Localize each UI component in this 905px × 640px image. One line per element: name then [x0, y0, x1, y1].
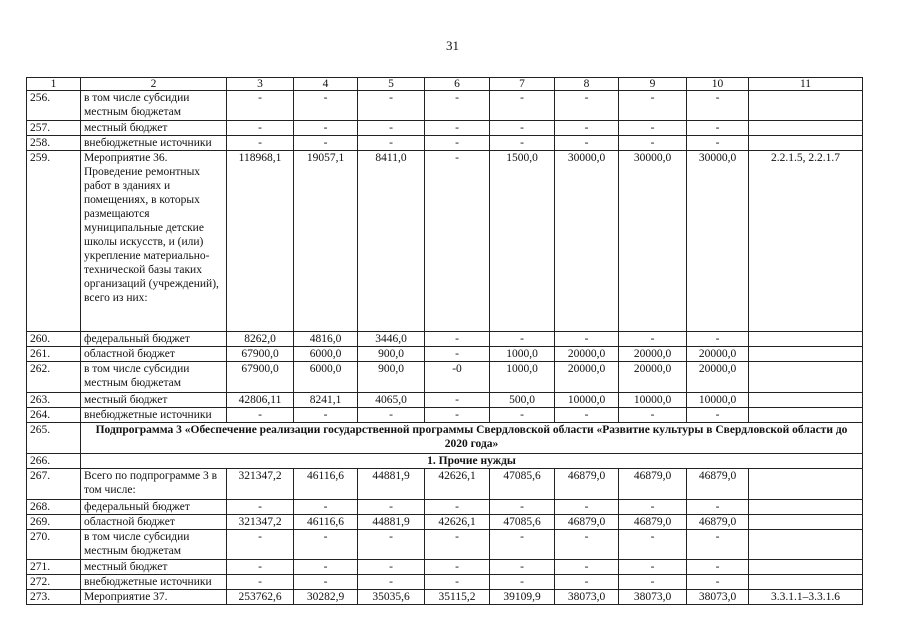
target-ref-cell: [749, 469, 863, 500]
value-cell: 4065,0: [358, 393, 425, 408]
value-cell: 10000,0: [687, 393, 749, 408]
row-number: 256.: [27, 91, 81, 121]
value-cell: -: [555, 136, 619, 151]
row-label: в том числе субсидии местным бюджетам: [81, 530, 227, 560]
value-cell: 47085,6: [490, 469, 555, 500]
target-ref-cell: [749, 575, 863, 590]
value-cell: 20000,0: [687, 362, 749, 393]
value-cell: -: [358, 121, 425, 136]
target-ref-cell: 3.3.1.1–3.3.1.6: [749, 590, 863, 605]
header-cell: 2: [81, 78, 227, 91]
value-cell: 42626,1: [425, 515, 490, 530]
row-label: Мероприятие 36. Проведение ремонтных работ в зданиях и помещениях, в которых размещаются муниципальные детские школы искусств, и (или) укрепление материально-технической базы таких организаций (учреждений), всего из них:: [81, 151, 227, 332]
value-cell: -: [490, 500, 555, 515]
value-cell: 44881,9: [358, 515, 425, 530]
value-cell: 46879,0: [619, 469, 687, 500]
target-ref-cell: [749, 136, 863, 151]
row-number: 262.: [27, 362, 81, 393]
value-cell: -: [490, 332, 555, 347]
value-cell: -: [227, 500, 294, 515]
header-cell: 9: [619, 78, 687, 91]
row-number: 264.: [27, 408, 81, 423]
value-cell: -: [294, 530, 358, 560]
target-ref-cell: [749, 347, 863, 362]
row-number: 261.: [27, 347, 81, 362]
value-cell: -: [227, 121, 294, 136]
value-cell: -: [687, 530, 749, 560]
value-cell: -: [687, 91, 749, 121]
row-label: внебюджетные источники: [81, 575, 227, 590]
value-cell: -: [358, 575, 425, 590]
value-cell: -: [555, 500, 619, 515]
header-cell: 5: [358, 78, 425, 91]
header-cell: 4: [294, 78, 358, 91]
value-cell: -: [425, 408, 490, 423]
value-cell: -: [490, 121, 555, 136]
value-cell: -: [294, 500, 358, 515]
value-cell: 10000,0: [619, 393, 687, 408]
row-number: 272.: [27, 575, 81, 590]
table-row: [27, 136, 863, 151]
row-number: 263.: [27, 393, 81, 408]
table-row: [27, 362, 863, 393]
value-cell: -: [687, 121, 749, 136]
value-cell: -: [425, 91, 490, 121]
header-cell: 6: [425, 78, 490, 91]
value-cell: -: [555, 408, 619, 423]
value-cell: -: [425, 560, 490, 575]
value-cell: -: [687, 575, 749, 590]
row-number: 260.: [27, 332, 81, 347]
value-cell: 20000,0: [619, 362, 687, 393]
row-label: Всего по подпрограмме 3 в том числе:: [81, 469, 227, 500]
value-cell: -: [687, 136, 749, 151]
value-cell: 42626,1: [425, 469, 490, 500]
target-ref-cell: [749, 121, 863, 136]
value-cell: 118968,1: [227, 151, 294, 332]
value-cell: 500,0: [490, 393, 555, 408]
table-row: [27, 408, 863, 423]
row-number: 267.: [27, 469, 81, 500]
value-cell: 321347,2: [227, 469, 294, 500]
row-label: местный бюджет: [81, 121, 227, 136]
value-cell: -: [227, 560, 294, 575]
row-label: федеральный бюджет: [81, 500, 227, 515]
row-number: 269.: [27, 515, 81, 530]
section-title: Подпрограмма 3 «Обеспечение реализации государственной программы Свердловской области «Развитие культуры в Свердловской области до 2020 года»: [81, 423, 863, 454]
value-cell: -: [358, 408, 425, 423]
target-ref-cell: [749, 91, 863, 121]
value-cell: 42806,11: [227, 393, 294, 408]
value-cell: -: [619, 408, 687, 423]
value-cell: -: [490, 136, 555, 151]
budget-table: [26, 77, 863, 605]
row-label: федеральный бюджет: [81, 332, 227, 347]
table-row: [27, 560, 863, 575]
header-cell: 10: [687, 78, 749, 91]
value-cell: -: [619, 332, 687, 347]
target-ref-cell: [749, 515, 863, 530]
value-cell: 6000,0: [294, 362, 358, 393]
table-row: [27, 332, 863, 347]
value-cell: 6000,0: [294, 347, 358, 362]
value-cell: -: [227, 136, 294, 151]
table-row: [27, 469, 863, 500]
header-cell: 8: [555, 78, 619, 91]
value-cell: 8411,0: [358, 151, 425, 332]
value-cell: -: [358, 530, 425, 560]
value-cell: -: [425, 393, 490, 408]
row-number: 266.: [27, 454, 81, 469]
table-row: [27, 530, 863, 560]
value-cell: 46879,0: [687, 469, 749, 500]
value-cell: -: [294, 408, 358, 423]
value-cell: -0: [425, 362, 490, 393]
value-cell: -: [619, 500, 687, 515]
value-cell: -: [619, 136, 687, 151]
table-row: [27, 393, 863, 408]
table-row: [27, 151, 863, 332]
table-row: [27, 575, 863, 590]
header-cell: 7: [490, 78, 555, 91]
header-cell: 1: [27, 78, 81, 91]
row-number: 257.: [27, 121, 81, 136]
value-cell: -: [687, 500, 749, 515]
value-cell: 35115,2: [425, 590, 490, 605]
value-cell: 1000,0: [490, 362, 555, 393]
value-cell: 30000,0: [687, 151, 749, 332]
value-cell: 20000,0: [619, 347, 687, 362]
value-cell: 39109,9: [490, 590, 555, 605]
value-cell: -: [425, 530, 490, 560]
value-cell: -: [555, 332, 619, 347]
value-cell: -: [358, 560, 425, 575]
target-ref-cell: [749, 408, 863, 423]
value-cell: 46879,0: [687, 515, 749, 530]
row-number: 268.: [27, 500, 81, 515]
value-cell: -: [687, 332, 749, 347]
row-label: местный бюджет: [81, 393, 227, 408]
value-cell: -: [425, 347, 490, 362]
table-row: [27, 590, 863, 605]
value-cell: -: [490, 408, 555, 423]
value-cell: 8262,0: [227, 332, 294, 347]
value-cell: -: [687, 560, 749, 575]
value-cell: 30000,0: [555, 151, 619, 332]
value-cell: 30282,9: [294, 590, 358, 605]
value-cell: 38073,0: [687, 590, 749, 605]
row-label: областной бюджет: [81, 347, 227, 362]
value-cell: -: [294, 136, 358, 151]
value-cell: 3446,0: [358, 332, 425, 347]
row-label: областной бюджет: [81, 515, 227, 530]
value-cell: 67900,0: [227, 347, 294, 362]
value-cell: 46879,0: [555, 515, 619, 530]
target-ref-cell: 2.2.1.5, 2.2.1.7: [749, 151, 863, 332]
value-cell: 900,0: [358, 347, 425, 362]
value-cell: -: [490, 91, 555, 121]
value-cell: 20000,0: [555, 347, 619, 362]
value-cell: -: [555, 91, 619, 121]
header-cell: 11: [749, 78, 863, 91]
value-cell: 900,0: [358, 362, 425, 393]
value-cell: -: [555, 560, 619, 575]
value-cell: -: [619, 575, 687, 590]
table-header-row: [27, 78, 863, 91]
row-label: в том числе субсидии местным бюджетам: [81, 91, 227, 121]
value-cell: 38073,0: [619, 590, 687, 605]
table-row: [27, 91, 863, 121]
value-cell: -: [619, 530, 687, 560]
row-number: 271.: [27, 560, 81, 575]
value-cell: -: [227, 408, 294, 423]
value-cell: -: [425, 575, 490, 590]
value-cell: -: [358, 91, 425, 121]
target-ref-cell: [749, 500, 863, 515]
row-label: в том числе субсидии местным бюджетам: [81, 362, 227, 393]
value-cell: -: [425, 121, 490, 136]
value-cell: -: [490, 530, 555, 560]
value-cell: -: [294, 575, 358, 590]
value-cell: -: [227, 530, 294, 560]
value-cell: -: [294, 560, 358, 575]
table-row: [27, 500, 863, 515]
value-cell: -: [687, 408, 749, 423]
row-label: внебюджетные источники: [81, 408, 227, 423]
table-row: [27, 347, 863, 362]
target-ref-cell: [749, 560, 863, 575]
value-cell: 47085,6: [490, 515, 555, 530]
value-cell: -: [425, 136, 490, 151]
value-cell: -: [425, 151, 490, 332]
target-ref-cell: [749, 362, 863, 393]
value-cell: 46879,0: [555, 469, 619, 500]
value-cell: 4816,0: [294, 332, 358, 347]
value-cell: -: [490, 575, 555, 590]
value-cell: -: [294, 121, 358, 136]
value-cell: 46116,6: [294, 515, 358, 530]
value-cell: 1000,0: [490, 347, 555, 362]
page-number: 31: [446, 38, 459, 53]
value-cell: 10000,0: [555, 393, 619, 408]
section-row: [27, 423, 863, 454]
value-cell: -: [555, 530, 619, 560]
value-cell: -: [358, 136, 425, 151]
value-cell: -: [358, 500, 425, 515]
value-cell: 20000,0: [555, 362, 619, 393]
value-cell: -: [227, 91, 294, 121]
value-cell: 20000,0: [687, 347, 749, 362]
value-cell: 38073,0: [555, 590, 619, 605]
row-label: местный бюджет: [81, 560, 227, 575]
value-cell: 19057,1: [294, 151, 358, 332]
target-ref-cell: [749, 393, 863, 408]
value-cell: -: [294, 91, 358, 121]
value-cell: -: [227, 575, 294, 590]
header-cell: 3: [227, 78, 294, 91]
value-cell: -: [555, 121, 619, 136]
row-number: 259.: [27, 151, 81, 332]
value-cell: 1500,0: [490, 151, 555, 332]
value-cell: -: [425, 500, 490, 515]
row-label: внебюджетные источники: [81, 136, 227, 151]
value-cell: 35035,6: [358, 590, 425, 605]
value-cell: 253762,6: [227, 590, 294, 605]
value-cell: 44881,9: [358, 469, 425, 500]
row-number: 270.: [27, 530, 81, 560]
target-ref-cell: [749, 530, 863, 560]
value-cell: 46116,6: [294, 469, 358, 500]
value-cell: -: [619, 121, 687, 136]
value-cell: 67900,0: [227, 362, 294, 393]
section-title: 1. Прочие нужды: [81, 454, 863, 469]
table-row: [27, 515, 863, 530]
row-number: 273.: [27, 590, 81, 605]
value-cell: -: [425, 332, 490, 347]
target-ref-cell: [749, 332, 863, 347]
value-cell: 8241,1: [294, 393, 358, 408]
value-cell: 321347,2: [227, 515, 294, 530]
value-cell: -: [619, 560, 687, 575]
value-cell: -: [619, 91, 687, 121]
row-number: 258.: [27, 136, 81, 151]
section-row: [27, 454, 863, 469]
value-cell: -: [490, 560, 555, 575]
value-cell: 46879,0: [619, 515, 687, 530]
value-cell: -: [555, 575, 619, 590]
table-row: [27, 121, 863, 136]
row-label: Мероприятие 37.: [81, 590, 227, 605]
value-cell: 30000,0: [619, 151, 687, 332]
row-number: 265.: [27, 423, 81, 454]
